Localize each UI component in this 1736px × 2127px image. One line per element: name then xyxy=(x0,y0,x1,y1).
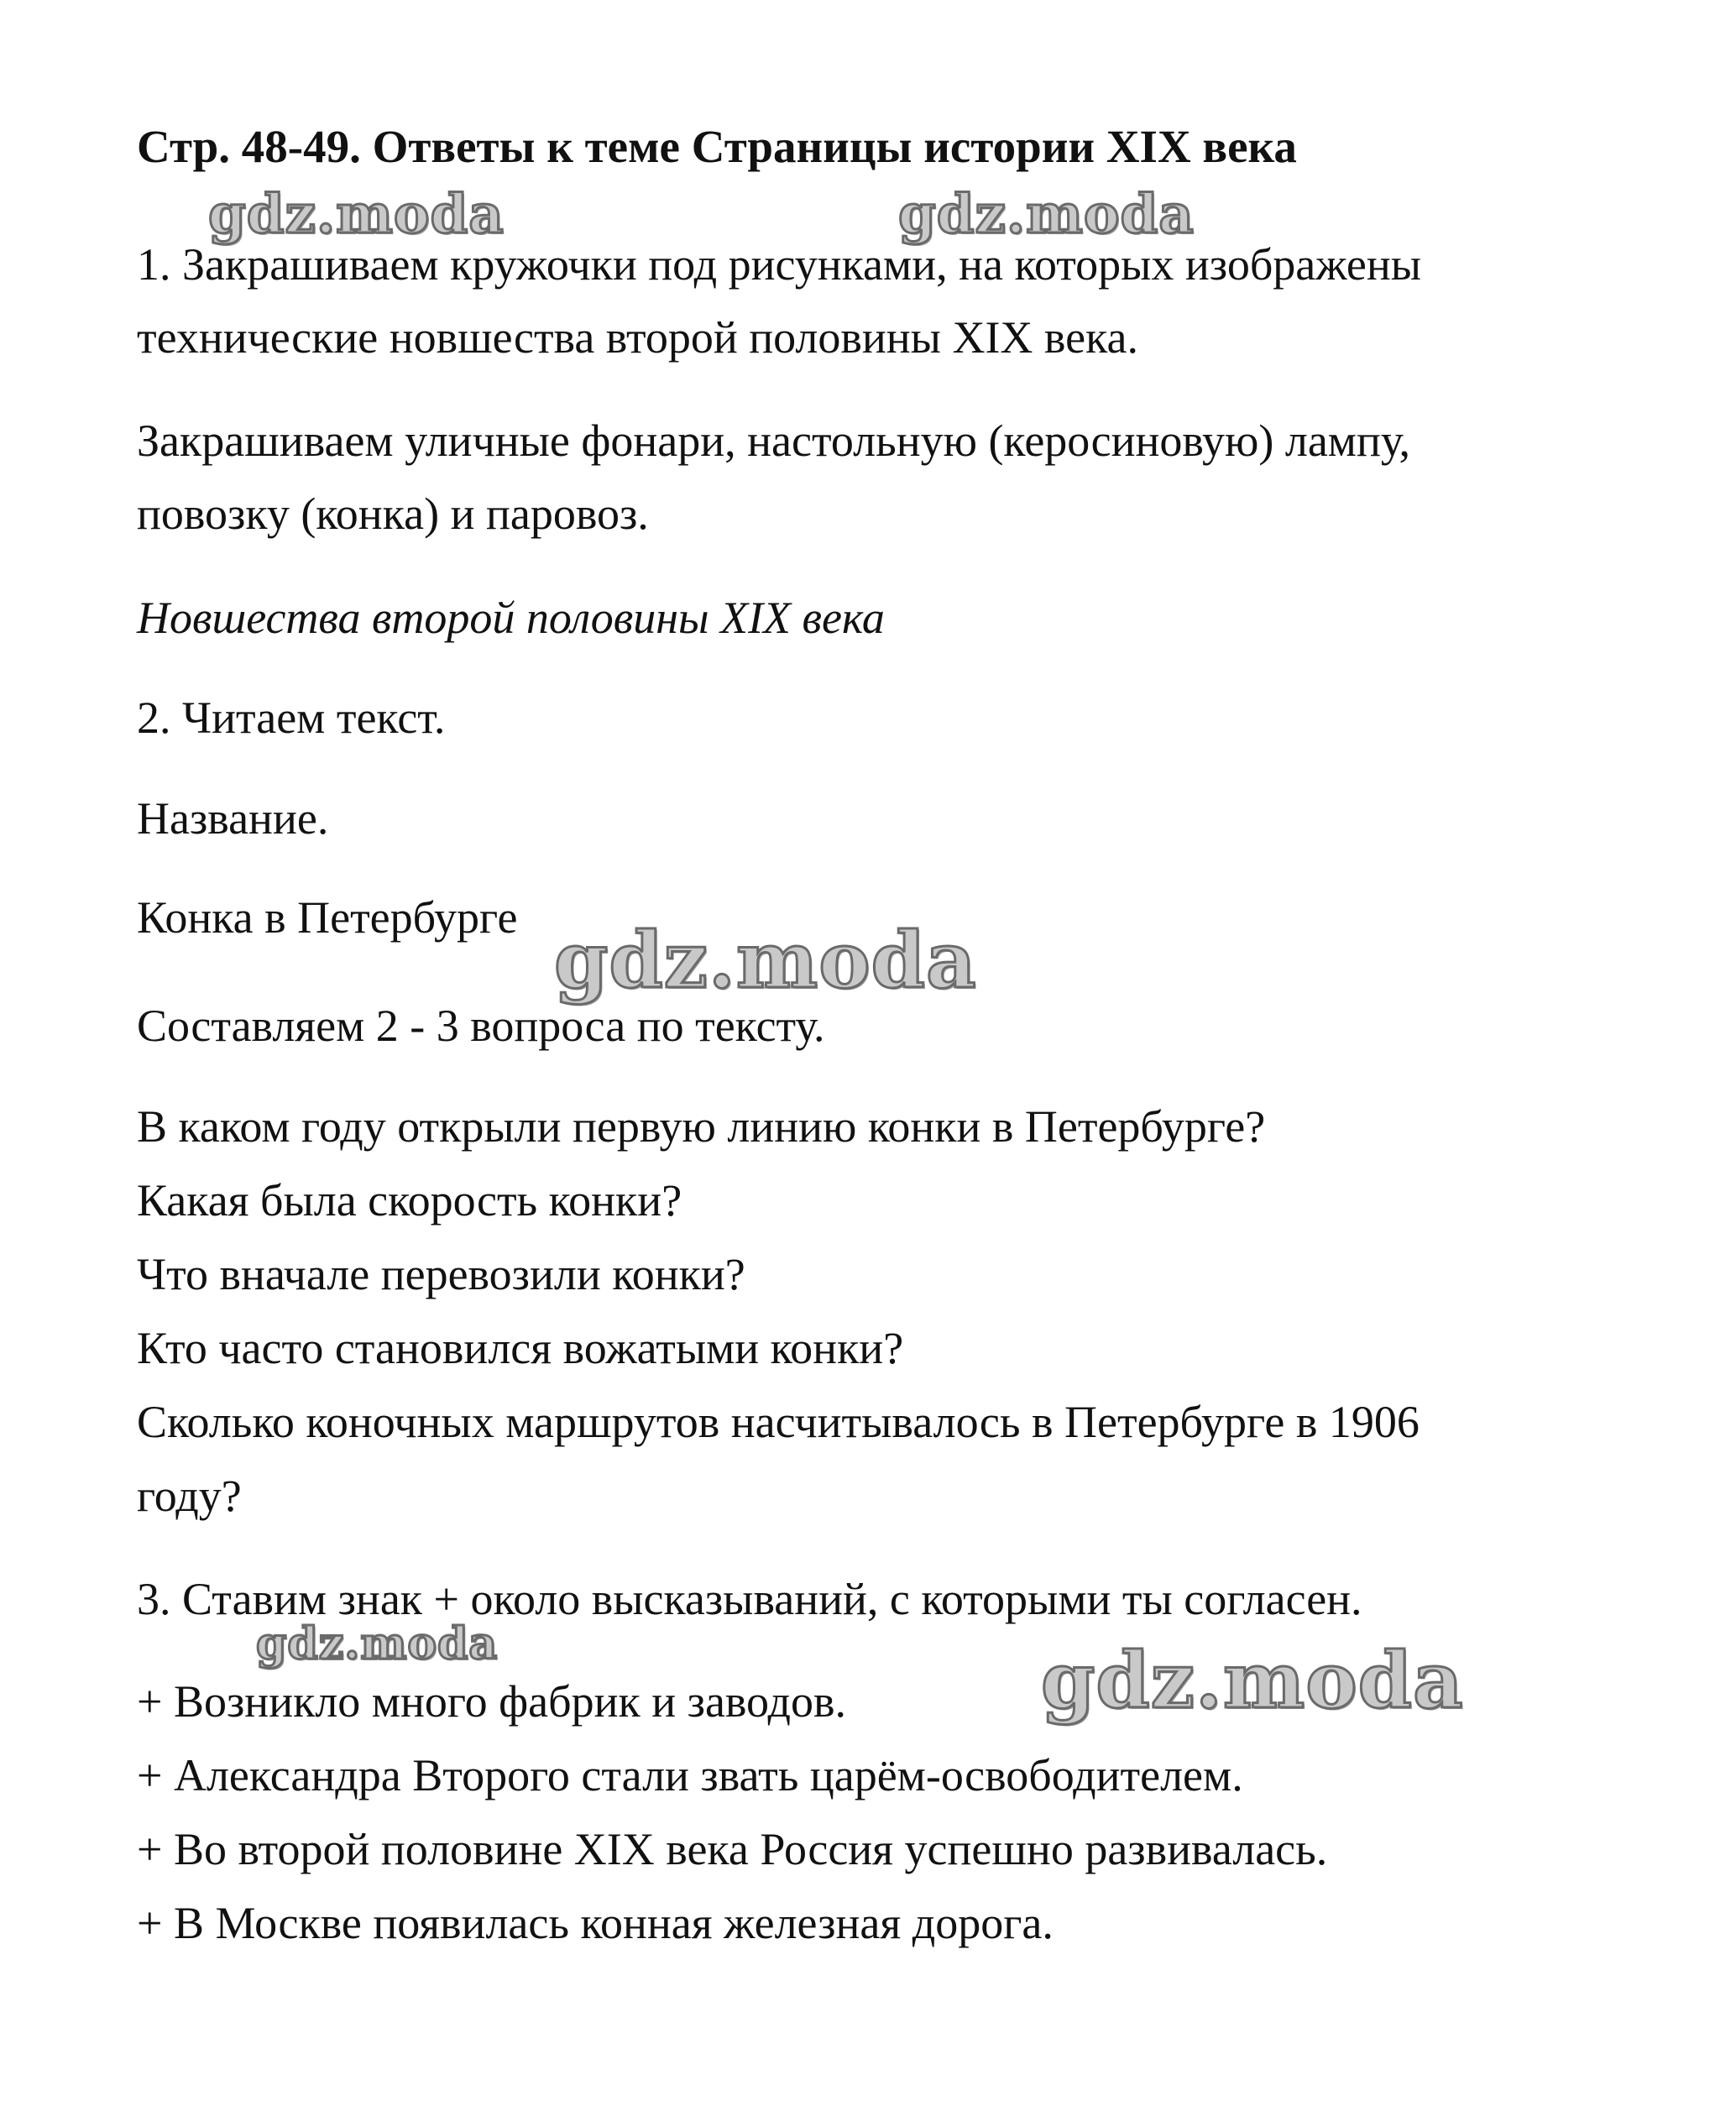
task2-questions-intro: Составляем 2 - 3 вопроса по тексту. xyxy=(137,1001,825,1051)
page-title: Стр. 48-49. Ответы к теме Страницы истории XIX века xyxy=(137,121,1297,172)
task1-line1: 1. Закрашиваем кружочки под рисунками, на которых изображены xyxy=(137,239,1422,290)
task2-line1: 2. Читаем текст. xyxy=(137,692,446,743)
watermark-logo: gdz.moda xyxy=(898,183,1195,246)
watermark-logo: gdz.moda xyxy=(1041,1635,1464,1726)
task1-line2: технические новшества второй половины XIX века. xyxy=(137,312,1138,363)
statement-item: + Александра Второго стали звать царём-освободителем. xyxy=(137,1750,1243,1800)
question-item: Кто часто становился вожатыми конки? xyxy=(137,1323,904,1373)
watermark-logo: gdz.moda xyxy=(554,915,977,1006)
statement-item: + Возникло много фабрик и заводов. xyxy=(137,1676,846,1727)
question-item: Сколько коночных маршрутов насчитывалось в Петербурге в 1906 xyxy=(137,1397,1420,1447)
task1-answer-line1: Закрашиваем уличные фонари, настольную (керосиновую) лампу, xyxy=(137,415,1410,466)
task1-answer-line2: повозку (конка) и паровоз. xyxy=(137,489,649,539)
question-item: В каком году открыли первую линию конки в Петербурге? xyxy=(137,1101,1266,1152)
watermark-logo: gdz.moda xyxy=(256,1618,499,1670)
task1-caption: Новшества второй половины XIX века xyxy=(137,593,885,643)
statement-item: + В Москве появилась конная железная дорога. xyxy=(137,1898,1054,1948)
question-item: году? xyxy=(137,1471,242,1521)
task2-name-value: Конка в Петербурге xyxy=(137,892,518,943)
question-item: Что вначале перевозили конки? xyxy=(137,1249,745,1299)
task2-name-label: Название. xyxy=(137,793,329,844)
question-item: Какая была скорость конки? xyxy=(137,1175,682,1226)
watermark-logo: gdz.moda xyxy=(208,183,505,246)
statement-item: + Во второй половине XIX века Россия успешно развивалась. xyxy=(137,1824,1328,1874)
task3-line1: 3. Ставим знак + около высказываний, с которыми ты согласен. xyxy=(137,1574,1362,1624)
